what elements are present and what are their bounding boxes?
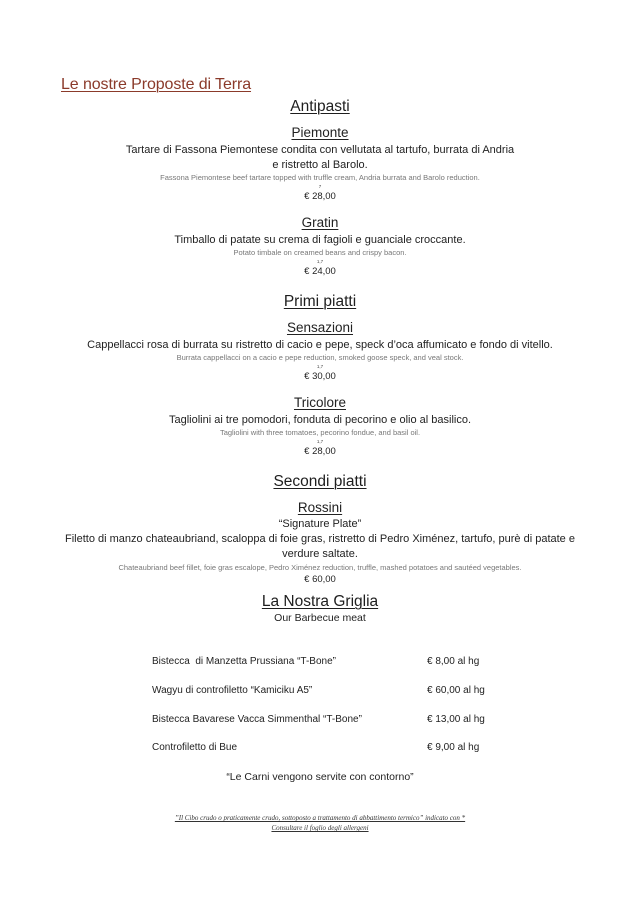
section-title-antipasti: Antipasti — [290, 98, 350, 115]
dish-name-piemonte: Piemonte — [291, 125, 349, 140]
footnote-allergens: Consultare il foglio degli allergeni — [271, 824, 369, 832]
grill-item-price: € 8,00 al hg — [427, 656, 480, 667]
dish-english-sensazioni: Burrata cappellacci on a cacio e pepe reduction, smoked goose speck, and veal stock. — [176, 353, 464, 362]
allergen-codes-tricolore: 1,7 — [316, 439, 324, 444]
grill-item-price: € 13,00 al hg — [427, 714, 485, 725]
dish-english-tricolore: Tagliolini with three tomatoes, pecorino fondue, and basil oil. — [219, 428, 421, 437]
grill-item-price: € 60,00 al hg — [427, 685, 485, 696]
allergen-codes-piemonte: 7 — [318, 184, 322, 189]
dish-desc-sensazioni: Cappellacci rosa di burrata su ristretto di cacio e pepe, speck d’oca affumicato e fondo di vitello. — [87, 339, 553, 351]
dish-name-sensazioni: Sensazioni — [286, 320, 354, 335]
dish-desc-rossini-line2: verdure saltate. — [282, 548, 358, 560]
dish-desc-piemonte-line2: e ristretto al Barolo. — [272, 159, 368, 171]
dish-name-tricolore: Tricolore — [293, 395, 346, 410]
section-title-secondi: Secondi piatti — [273, 473, 367, 490]
griglia-subtitle: Our Barbecue meat — [274, 612, 366, 624]
dish-tagline-rossini: “Signature Plate” — [278, 518, 362, 530]
allergen-codes-gratin: 1,7 — [316, 259, 324, 264]
footnote-raw-food: ”Il Cibo crudo o praticamente crudo, sottoposto a trattamento di abbattimento termico” indicato con * — [174, 814, 466, 822]
dish-english-gratin: Potato timbale on creamed beans and crispy bacon. — [233, 248, 407, 257]
grill-item-name: Bistecca di Manzetta Prussiana “T-Bone” — [152, 656, 336, 667]
dish-desc-piemonte-line1: Tartare di Fassona Piemontese condita con vellutata al tartufo, burrata di Andria — [125, 144, 515, 156]
section-title-primi: Primi piatti — [283, 293, 357, 310]
griglia-note: “Le Carni vengono servite con contorno” — [226, 771, 414, 783]
price-gratin: € 24,00 — [304, 266, 336, 277]
section-title-griglia: La Nostra Griglia — [261, 593, 379, 610]
dish-desc-tricolore: Tagliolini ai tre pomodori, fonduta di pecorino e olio al basilico. — [168, 414, 472, 426]
dish-english-piemonte: Fassona Piemontese beef tartare topped with truffle cream, Andria burrata and Barolo reduction. — [160, 173, 480, 182]
grill-item-name: Controfiletto di Bue — [152, 742, 238, 753]
dish-desc-rossini-line1: Filetto di manzo chateaubriand, scaloppa di foie gras, ristretto di Pedro Ximénez, tartufo, purè di patate e — [65, 533, 575, 545]
dish-name-gratin: Gratin — [301, 215, 339, 230]
price-piemonte: € 28,00 — [304, 191, 336, 202]
grill-item-name: Bistecca Bavarese Vacca Simmenthal “T-Bone” — [152, 714, 362, 725]
price-tricolore: € 28,00 — [304, 446, 336, 457]
price-sensazioni: € 30,00 — [304, 371, 336, 382]
grill-item-price: € 9,00 al hg — [427, 742, 480, 753]
price-rossini: € 60,00 — [304, 574, 336, 585]
allergen-codes-sensazioni: 1,7 — [316, 364, 324, 369]
dish-desc-gratin: Timballo di patate su crema di fagioli e guanciale croccante. — [174, 234, 466, 246]
dish-english-rossini: Chateaubriand beef fillet, foie gras escalope, Pedro Ximénez reduction, truffle, mashed potatoes and sautéed vegetables. — [118, 563, 522, 572]
page-title: Le nostre Proposte di Terra — [61, 76, 252, 93]
dish-name-rossini: Rossini — [297, 500, 343, 515]
grill-item-name: Wagyu di controfiletto “Kamiciku A5” — [152, 685, 313, 696]
